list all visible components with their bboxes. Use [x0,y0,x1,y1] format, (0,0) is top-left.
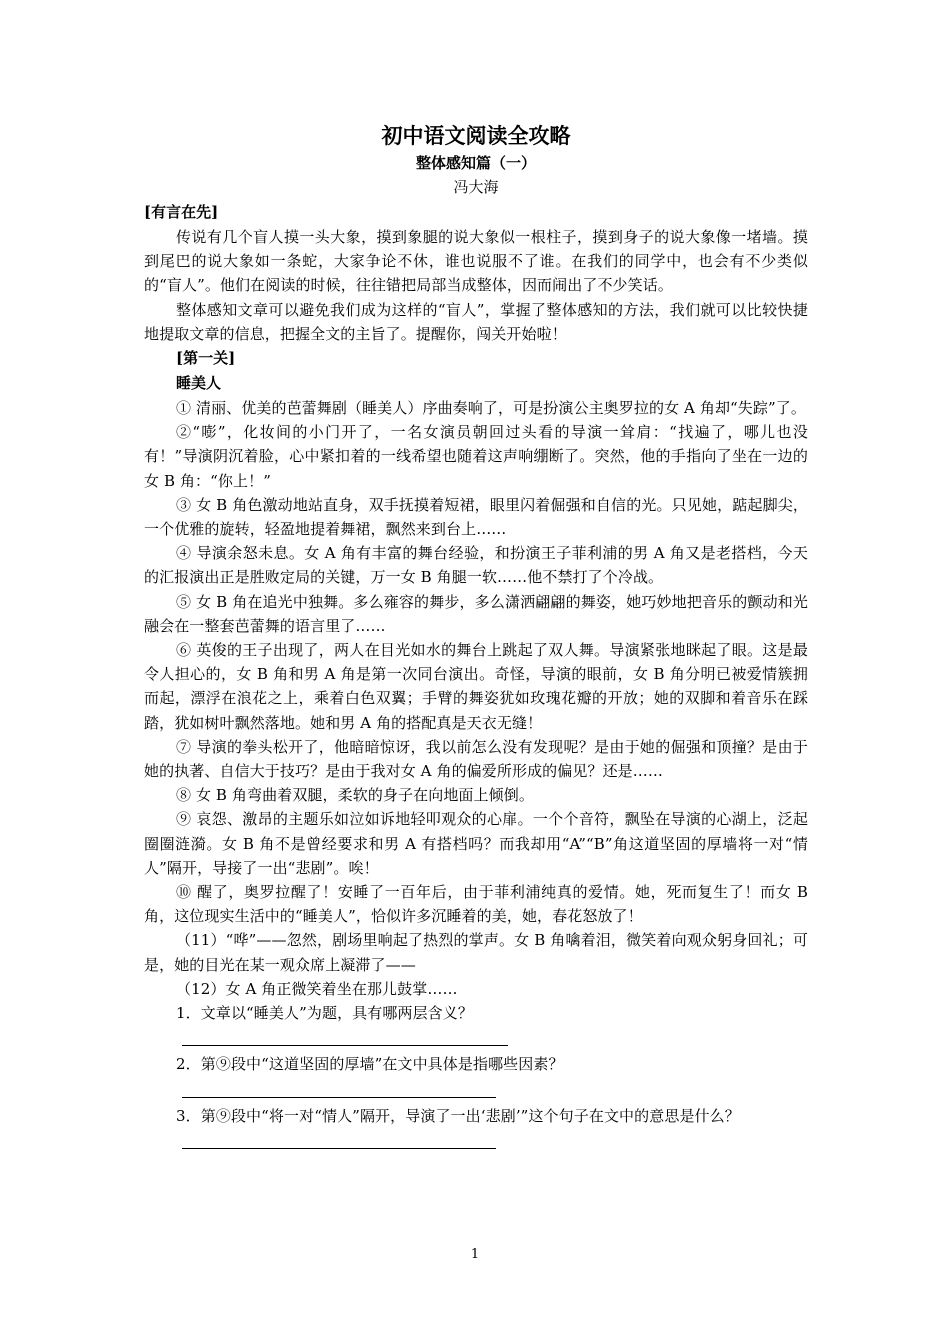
intro-heading: [有言在先] [144,203,219,221]
document-subtitle: 整体感知篇（一） [415,154,536,172]
story-paragraph: ③ 女 B 角色激动地站直身，双手抚摸着短裙，眼里闪着倔强和自信的光。只见她，踮起脚尖，一个优雅的旋转，轻盈地提着舞裙，飘然来到台上…… [144,495,808,539]
story-paragraph: ⑩ 醒了，奥罗拉醒了！安睡了一百年后，由于菲利浦纯真的爱情。她，死而复生了！而女 B 角，这位现实生活中的“睡美人”，恰似许多沉睡着的美，她，春花怒放了！ [144,883,808,926]
story-paragraph: ④ 导演余怒未息。女 A 角有丰富的舞台经验，和扮演王子菲利浦的男 A 角又是老搭档，今天的汇报演出正是胜败定局的关键，万一女 B 角腿一软……他不禁打了个冷战。 [144,544,808,587]
story-paragraph: ⑥ 英俊的王子出现了，两人在目光如水的舞台上跳起了双人舞。导演紧张地眯起了眼。这是最令人担心的，女 B 角和男 A 角是第一次同台演出。奇怪，导演的眼前，女 B 角分明已被爱情簇拥而起，漂浮在浪花之上，乘着白色双翼；手臂的舞姿犹如玫瑰花瓣的开放；她的双脚和着音乐在踩踏，犹如树叶飘然落地。她和男 A 角的搭配真是天衣无缝！ [144,641,808,732]
story-paragraph: ⑨ 哀怨、激昂的主题乐如泣如诉地轻叩观众的心扉。一个个音符，飘坠在导演的心湖上，泛起圈圈涟漪。女 B 角不是曾经要求和男 A 有搭档吗？而我却用“A”“B”角这道坚固的厚墙将一对“情人”隔开，导接了一出“悲剧”。唉！ [144,810,808,877]
story-paragraph: ⑤ 女 B 角在追光中独舞。多么雍容的舞步，多么潇洒翩翩的舞姿，她巧妙地把音乐的颤动和光融会在一整套芭蕾舞的语言里了…… [144,592,808,635]
answer-line-1 [182,1045,508,1046]
answer-line-2 [182,1097,496,1098]
intro-paragraph: 传说有几个盲人摸一头大象，摸到象腿的说大象似一根柱子，摸到身子的说大象像一堵墙。摸到尾巴的说大象如一条蛇，大家争论不休，谁也说服不了谁。在我们的同学中，也会有不少类似的“盲人”。他们在阅读的时候，往往错把局部当成整体，因而闹出了不少笑话。 [144,228,808,295]
story-paragraph: （11）“哗”——忽然，剧场里响起了热烈的掌声。女 B 角噙着泪，微笑着向观众躬身回礼；可是，她的目光在某一观众席上凝滞了—— [144,931,808,974]
level-heading: [第一关] [176,349,236,368]
question-1: 1．文章以“睡美人”为题，具有哪两层含义？ [176,1004,473,1023]
story-paragraph: ⑦ 导演的拳头松开了，他暗暗惊讶，我以前怎么没有发现呢？是由于她的倔强和顶撞？是由于她的执著、自信大于技巧？是由于我对女 A 角的偏爱所形成的偏见？还是…… [144,737,808,781]
story-paragraph: （12）女 A 角正微笑着坐在那儿鼓掌…… [176,979,458,998]
document-author: 冯大海 [453,178,499,196]
story-title: 睡美人 [176,374,222,393]
story-paragraph: ②“嘭”，化妆间的小门开了，一名女演员朝回过头看的导演一耸肩：“找遍了，哪儿也没有！”导演阴沉着脸，心中紧扣着的一线希望也随着这声响绷断了。突然，他的手指向了坐在一边的女 B 角：“你上！” [144,423,808,490]
question-3: 3．第⑨段中“将一对“情人”隔开，导演了一出‘悲剧’”这个句子在文中的意思是什么？ [176,1106,740,1125]
story-paragraph: ⑧ 女 B 角弯曲着双腿，柔软的身子在向地面上倾倒。 [176,786,534,805]
document-body [144,120,808,1155]
intro-paragraph: 整体感知文章可以避免我们成为这样的“盲人”，掌握了整体感知的方法，我们就可以比较快捷地提取文章的信息，把握全文的主旨了。提醒你，闯关开始啦！ [144,300,808,343]
answer-line-3 [182,1148,496,1149]
story-paragraph: ① 清丽、优美的芭蕾舞剧（睡美人）序曲奏响了，可是扮演公主奥罗拉的女 A 角却“失踪”了。 [176,399,806,418]
page-number: 1 [470,1247,480,1262]
question-2: 2．第⑨段中“这道坚固的厚墙”在文中具体是指哪些因素？ [176,1055,564,1074]
document-title: 初中语文阅读全攻略 [381,123,571,148]
